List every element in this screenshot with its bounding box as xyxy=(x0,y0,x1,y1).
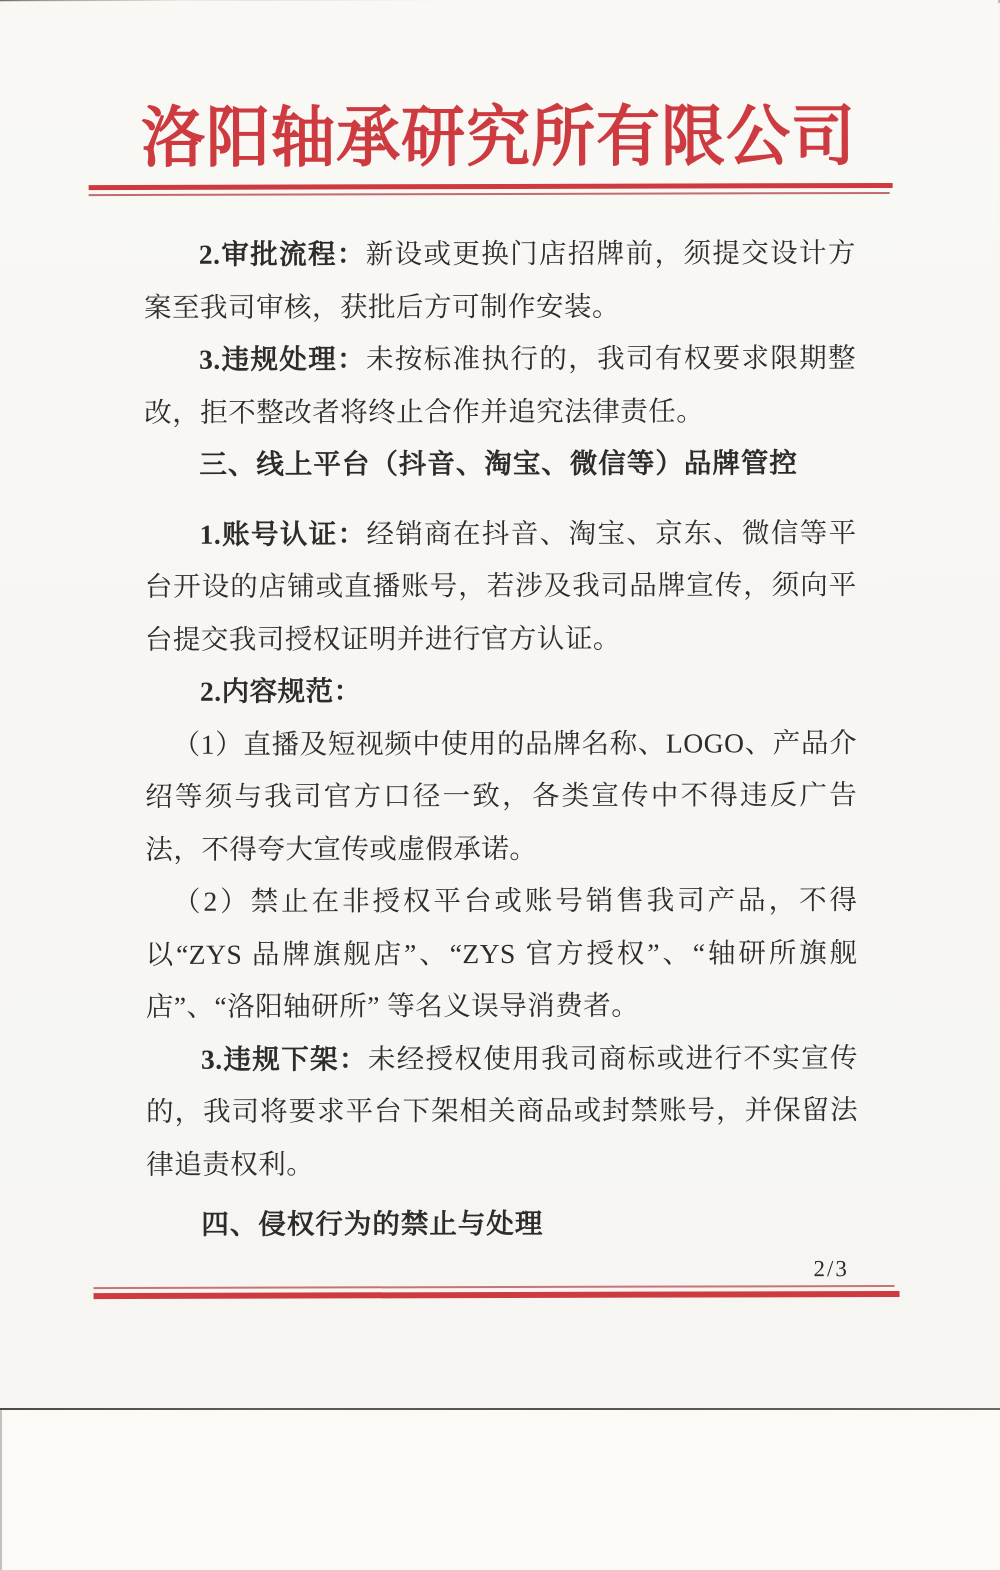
paragraph-lead: 2.内容规范： xyxy=(199,675,362,707)
paragraph xyxy=(144,332,856,439)
paragraph-text: 未按标准执行的，我司有权要求限期整改，拒不整改者将终止合作并追究法律责任。 xyxy=(144,342,857,428)
company-title: 洛阳轴承研究所有限公司 xyxy=(140,99,857,176)
scanner-background xyxy=(0,1410,1000,1570)
paragraph-text: 经销商在抖音、淘宝、京东、微信等平台开设的店铺或直播账号，若涉及我司品牌宣传，须向平台提交我司授权证明并进行官方认证。 xyxy=(144,516,857,655)
header-rule-thick xyxy=(89,183,893,190)
section-heading xyxy=(144,437,856,491)
document-body xyxy=(144,227,859,1251)
footer-rule-thick xyxy=(94,1291,900,1299)
paragraph xyxy=(144,507,856,666)
paragraph-text: 未经授权使用我司商标或进行不实宣传的，我司将要求平台下架相关商品或封禁账号，并保留法律追责权利。 xyxy=(146,1041,859,1180)
document-header xyxy=(0,0,998,176)
paragraph xyxy=(144,227,856,334)
paragraph-lead: 1.账号认证： xyxy=(199,517,367,550)
page-number: 2/3 xyxy=(813,1256,849,1282)
section-heading xyxy=(146,1197,858,1251)
paragraph-lead: 2.审批流程： xyxy=(198,238,366,270)
header-rule-thin xyxy=(89,192,890,196)
paragraph-text: （2）禁止在非授权平台或账号销售我司产品，不得以“ZYS 品牌旗舰店”、“ZYS 官方授权”、“轴研所旗舰店”、“洛阳轴研所” 等名义误导消费者。 xyxy=(145,884,858,1022)
paragraph-lead: 3.违规下架： xyxy=(200,1042,368,1075)
paragraph-lead: 3.违规处理： xyxy=(199,343,367,375)
paragraph-text: （1）直播及短视频中使用的品牌名称、LOGO、产品介绍等须与我司官方口径一致，各类宣传中不得违反广告法，不得夸大宣传或虚假承诺。 xyxy=(145,726,858,865)
paragraph-text: 四、侵权行为的禁止与处理 xyxy=(201,1207,544,1240)
paragraph xyxy=(145,664,857,718)
paragraph-text: 三、线上平台（抖音、淘宝、微信等）品牌管控 xyxy=(199,447,798,480)
paragraph xyxy=(145,874,857,1033)
paragraph xyxy=(145,717,857,876)
footer-rule-thin xyxy=(94,1285,895,1289)
paragraph xyxy=(146,1032,858,1191)
paragraph-text: 新设或更换门店招牌前，须提交设计方案至我司审核，获批后方可制作安装。 xyxy=(143,237,856,323)
